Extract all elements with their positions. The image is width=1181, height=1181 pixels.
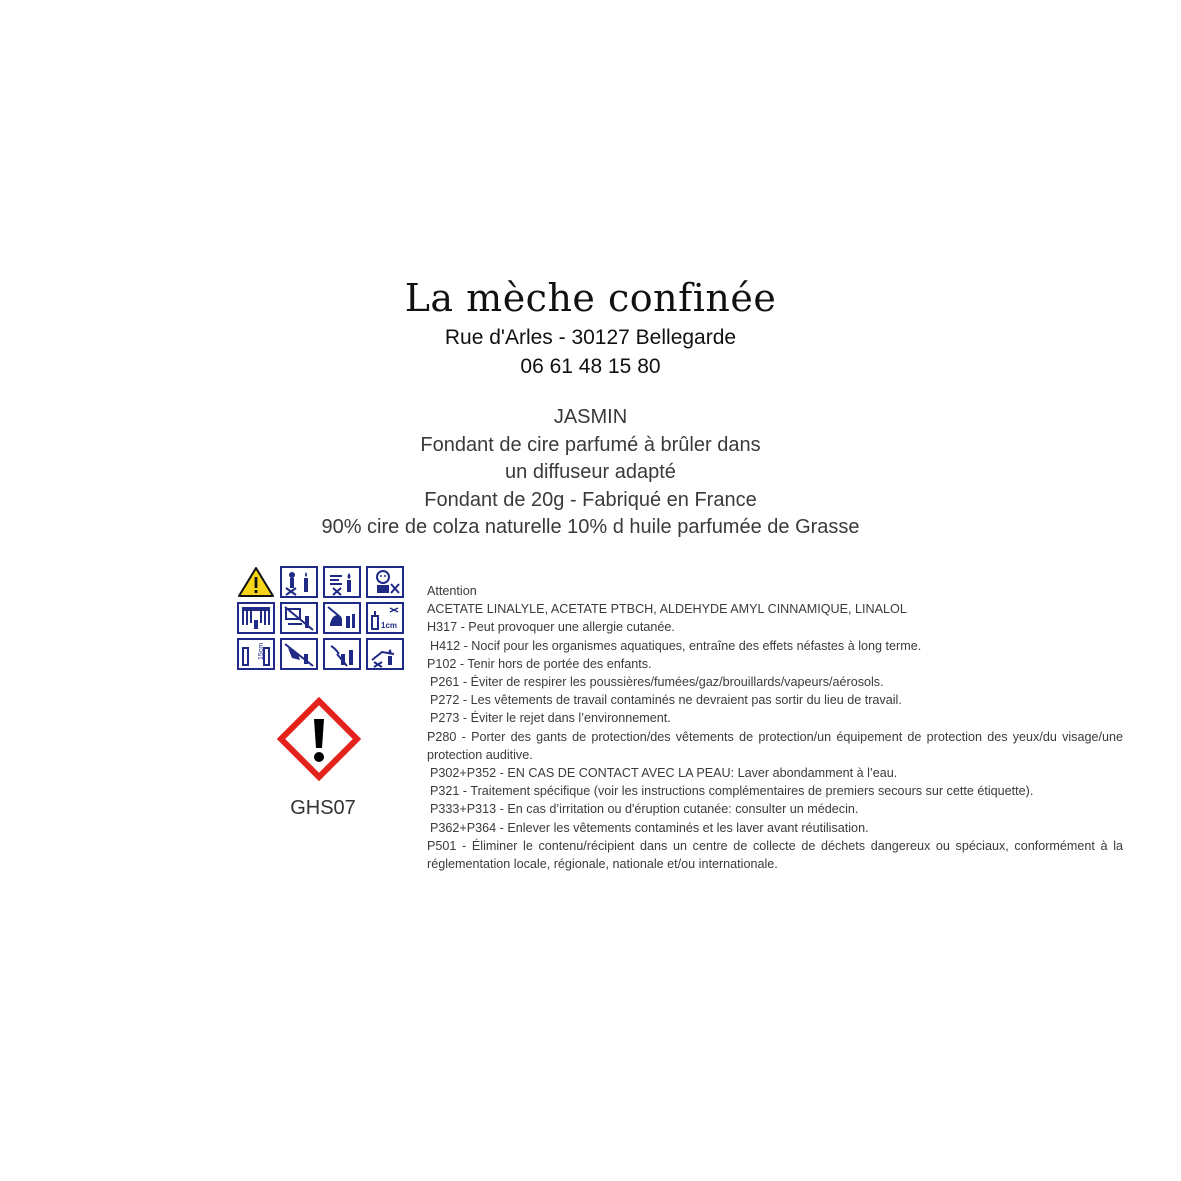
statement-p321: P321 - Traitement spécifique (voir les instructions complémentaires de premiers secours sur cette étiquette). [430, 784, 1034, 799]
statement-h317: H317 - Peut provoquer une allergie cutanée. [427, 620, 675, 635]
exclamation-mark-hazard-icon [277, 697, 361, 781]
warning-triangle-icon [237, 566, 275, 598]
statement-p302-p352: P302+P352 - EN CAS DE CONTACT AVEC LA PEAU: Laver abondamment à l’eau. [430, 766, 898, 781]
statement-p280: P280 - Porter des gants de protection/des vêtements de protection/un équipement de protection des yeux/du visage/une protection auditive. [427, 729, 1123, 762]
statement-h412: H412 - Nocif pour les organismes aquatiques, entraîne des effets néfastes à long terme. [430, 638, 922, 653]
product-description-line-2: un diffuseur adapté [505, 461, 676, 483]
product-weight-origin: Fondant de 20g - Fabriqué en France [424, 488, 757, 511]
no-draft-icon [323, 566, 361, 598]
statement-p273: P273 - Éviter le rejet dans l’environnement. [430, 711, 671, 726]
statement-p102: P102 - Tenir hors de portée des enfants. [427, 656, 652, 671]
address: Rue d'Arles - 30127 Bellegarde [444, 326, 737, 349]
product-name: JASMIN [553, 406, 628, 428]
product-composition: 90% cire de colza naturelle 10% d huile parfumée de Grasse [321, 516, 860, 538]
trim-wick-1cm-icon [366, 602, 404, 634]
brand-title: La mèche confinée [404, 276, 777, 320]
no-near-children-icon [280, 566, 318, 598]
candle-safety-pictograms [237, 566, 405, 674]
keep-away-from-children-icon [366, 566, 404, 598]
never-leave-unattended-icon [366, 638, 404, 670]
ghs-label: GHS07 [290, 797, 356, 819]
statement-p272: P272 - Les vêtements de travail contaminés ne devraient pas sortir du lieu de travail. [430, 693, 902, 708]
statement-p362-p364: P362+P364 - Enlever les vêtements contaminés et les laver avant réutilisation. [430, 820, 869, 835]
hazard-statements [427, 582, 1123, 873]
no-flammable-objects-icon [280, 602, 318, 634]
statement-p261: P261 - Éviter de respirer les poussières/fumées/gaz/brouillards/vapeurs/aérosols. [430, 675, 884, 690]
no-pets-icon [323, 602, 361, 634]
statement-p501: P501 - Éliminer le contenu/récipient dans un centre de collecte de déchets dangereux ou spéciaux, conformément à la réglementation locale, régionale, nationale et/ou internationale. [427, 838, 1123, 872]
trim-wick-label: 1cm [381, 621, 398, 630]
distance-15cm-icon [237, 638, 275, 670]
do-not-touch-icon [280, 638, 318, 670]
allergen-ingredients: ACETATE LINALYLE, ACETATE PTBCH, ALDEHYDE AMYL CINNAMIQUE, LINALOL [427, 602, 907, 617]
do-not-extinguish-water-icon [323, 638, 361, 670]
statement-p333-p313: P333+P313 - En cas d’irritation ou d'éruption cutanée: consulter un médecin. [430, 802, 859, 817]
no-near-curtains-icon [237, 602, 275, 634]
phone-number: 06 61 48 15 80 [520, 355, 661, 378]
product-description-line-1: Fondant de cire parfumé à brûler dans [420, 433, 761, 456]
hazard-title: Attention [427, 584, 477, 598]
distance-label: 15cm [258, 642, 265, 660]
